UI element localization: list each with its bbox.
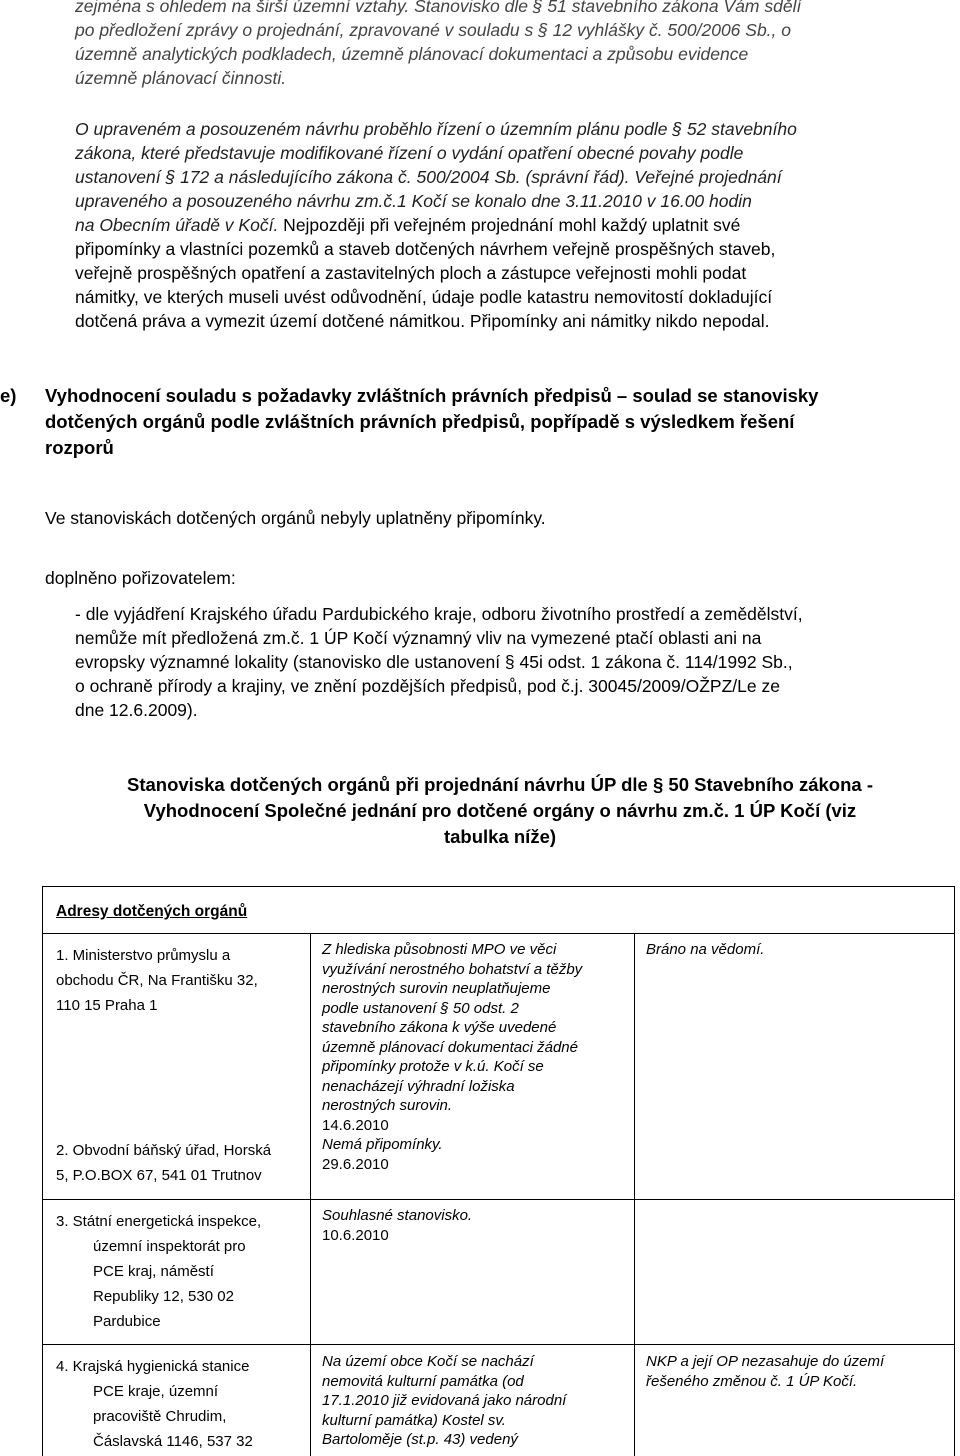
table-cell-address — [56, 1354, 298, 1454]
section-heading-line: rozporů — [45, 437, 114, 458]
process-line-part: Nejpozději při veřejném projednání mohl každý uplatnit své — [278, 215, 741, 235]
intro-line: po předložení zprávy o projednání, zpravované v souladu s § 12 vyhlášky č. 500/2006 Sb., o — [75, 20, 792, 40]
cell-line: 10.6.2010 — [322, 1226, 389, 1244]
section-heading-line: dotčených orgánů podle zvláštních právních předpisů, popřípadě s výsledkem řešení — [45, 411, 795, 432]
cell-line: 3. Státní energetická inspekce, — [56, 1213, 262, 1230]
cell-line: využívání nerostného bohatství a těžby — [322, 960, 583, 978]
process-line: veřejně prospěšných opatření a zastavitelných ploch a zástupce veřejnosti mohli podat — [75, 263, 747, 283]
cell-line: pracoviště Chrudim, — [93, 1408, 227, 1425]
process-line: zákona, které představuje modifikované řízení o vydání opatření obecné povahy podle — [75, 143, 744, 163]
cell-line: podle ustanovení § 50 odst. 2 — [322, 999, 519, 1017]
cell-line: připomínky protože v k.ú. Kočí se — [322, 1058, 544, 1075]
process-line: dotčená práva a vymezit území dotčené námitkou. Připomínky ani námitky nikdo nepodal. — [75, 311, 770, 331]
intro-line: zejména s ohledem na širší územní vztahy. Stanovisko dle § 51 stavebního zákona Vám sdělí — [75, 0, 802, 16]
table-cell-statement — [322, 1206, 627, 1245]
cell-line: Souhlasné stanovisko. — [322, 1207, 473, 1224]
table-cell-evaluation — [646, 940, 946, 960]
cell-line: 110 15 Praha 1 — [56, 997, 158, 1014]
cell-line: obchodu ČR, Na Františku 32, — [56, 972, 258, 989]
process-line: připomínky a vlastníci pozemků a staveb dotčených návrhem veřejně prospěšných staveb, — [75, 239, 776, 259]
section-marker: e) — [0, 385, 17, 406]
cell-line: PCE kraje, územní — [93, 1383, 219, 1400]
process-paragraph — [75, 117, 955, 333]
cell-line: Republiky 12, 530 02 — [93, 1288, 234, 1305]
cell-line: 4. Krajská hygienická stanice — [56, 1358, 250, 1375]
intro-line: územně plánovací činnosti. — [75, 68, 287, 88]
table-title-line: Vyhodnocení Společné jednání pro dotčené orgány o návrhu zm.č. 1 ÚP Kočí (viz — [143, 800, 857, 821]
cell-line: řešeného změnou č. 1 ÚP Kočí. — [646, 1372, 858, 1390]
cell-line: nemovitá kulturní památka (od — [322, 1372, 524, 1390]
section-statement: Ve stanoviskách dotčených orgánů nebyly uplatněny připomínky. — [45, 508, 546, 528]
table-title-line: tabulka níže) — [443, 826, 557, 847]
table-cell-statement — [322, 1135, 627, 1174]
cell-line: nerostných surovin neuplatňujeme — [322, 980, 551, 997]
cell-line: NKP a její OP nezasahuje do území — [646, 1353, 885, 1370]
table-row-divider — [42, 1344, 955, 1345]
process-line: upraveného a posouzeného návrhu zm.č.1 Kočí se konalo dne 3.11.2010 v 16.00 hodin — [75, 191, 752, 211]
process-line: ustanovení § 172 a následujícího zákona č. 500/2004 Sb. (správní řád). Veřejné projednání — [75, 167, 782, 187]
cell-line: 29.6.2010 — [322, 1155, 389, 1173]
table-cell-address — [56, 943, 298, 1018]
cell-line: Z hlediska působnosti MPO ve věci — [322, 941, 557, 958]
cell-line: PCE kraj, náměstí — [93, 1263, 214, 1280]
cell-line: územní inspektorát pro — [93, 1238, 246, 1255]
cell-line: 1. Ministerstvo průmyslu a — [56, 947, 231, 964]
table-row-divider — [42, 1199, 955, 1200]
table-border-top — [42, 886, 955, 887]
process-line — [75, 213, 955, 237]
cell-line: kulturní památka) Kostel sv. — [322, 1411, 506, 1429]
process-line-part: na Obecním úřadě v Kočí. — [75, 215, 279, 235]
section-heading — [45, 383, 953, 461]
addendum-paragraph — [75, 602, 955, 722]
addendum-line: nemůže mít předložená zm.č. 1 ÚP Kočí významný vliv na vymezené ptačí oblasti ani na — [75, 628, 762, 648]
cell-line: 14.6.2010 — [322, 1116, 389, 1134]
cell-line: Bartoloměje (st.p. 43) vedený — [322, 1431, 518, 1448]
table-column-divider — [310, 933, 311, 1456]
table-cell-evaluation — [646, 1352, 946, 1391]
cell-line: Pardubice — [93, 1313, 161, 1330]
addendum-line: o ochraně přírody a krajiny, ve znění pozdějších předpisů, pod č.j. 30045/2009/OŽPZ/Le ze — [75, 676, 780, 696]
cell-line: 5, P.O.BOX 67, 541 01 Trutnov — [56, 1167, 262, 1184]
cell-line: nerostných surovin. — [322, 1097, 453, 1114]
cell-line: Bráno na vědomí. — [646, 941, 765, 958]
cell-line: 2. Obvodní báňský úřad, Horská — [56, 1142, 272, 1159]
cell-line: Čáslavská 1146, 537 32 — [93, 1433, 253, 1450]
process-line: O upraveném a posouzeném návrhu proběhlo řízení o územním plánu podle § 52 stavebního — [75, 119, 797, 139]
table-header-divider — [42, 933, 955, 934]
table-cell-statement — [322, 940, 627, 1135]
process-line: námitky, ve kterých museli uvést odůvodnění, údaje podle katastru nemovitostí dokladující — [75, 287, 773, 307]
cell-line: územně plánovací dokumentaci žádné — [322, 1038, 578, 1056]
intro-paragraph — [75, 0, 955, 90]
cell-line: nenacházejí výhradní ložiska — [322, 1077, 515, 1095]
cell-line: Nemá připomínky. — [322, 1136, 443, 1153]
table-cell-address — [56, 1138, 298, 1188]
table-cell-statement — [322, 1352, 627, 1450]
addendum-line: - dle vyjádření Krajského úřadu Pardubického kraje, odboru životního prostředí a zemědělství, — [75, 604, 803, 624]
intro-line: územně analytických podkladech, územně plánovací dokumentaci a způsobu evidence — [75, 44, 749, 64]
cell-line: 17.1.2010 již evidovaná jako národní — [322, 1392, 567, 1409]
addendum-label: doplněno pořizovatelem: — [45, 568, 236, 588]
table-title-line: Stanoviska dotčených orgánů při projednání návrhu ÚP dle § 50 Stavebního zákona - — [127, 774, 873, 795]
table-cell-address — [56, 1209, 298, 1334]
table-border-left — [42, 886, 43, 1456]
section-heading-line: Vyhodnocení souladu s požadavky zvláštních právních předpisů – soulad se stanovisky — [45, 385, 819, 406]
table-column-divider — [634, 933, 635, 1456]
table-title — [60, 772, 940, 850]
addendum-line: dne 12.6.2009). — [75, 700, 198, 720]
cell-line: stavebního zákona k výše uvedené — [322, 1019, 557, 1036]
addendum-line: evropsky významné lokality (stanovisko dle ustanovení § 45i odst. 1 zákona č. 114/1992 Sb., — [75, 652, 793, 672]
table-header: Adresy dotčených orgánů — [56, 903, 248, 920]
table-border-right — [954, 886, 955, 1456]
cell-line: Na území obce Kočí se nachází — [322, 1353, 534, 1370]
